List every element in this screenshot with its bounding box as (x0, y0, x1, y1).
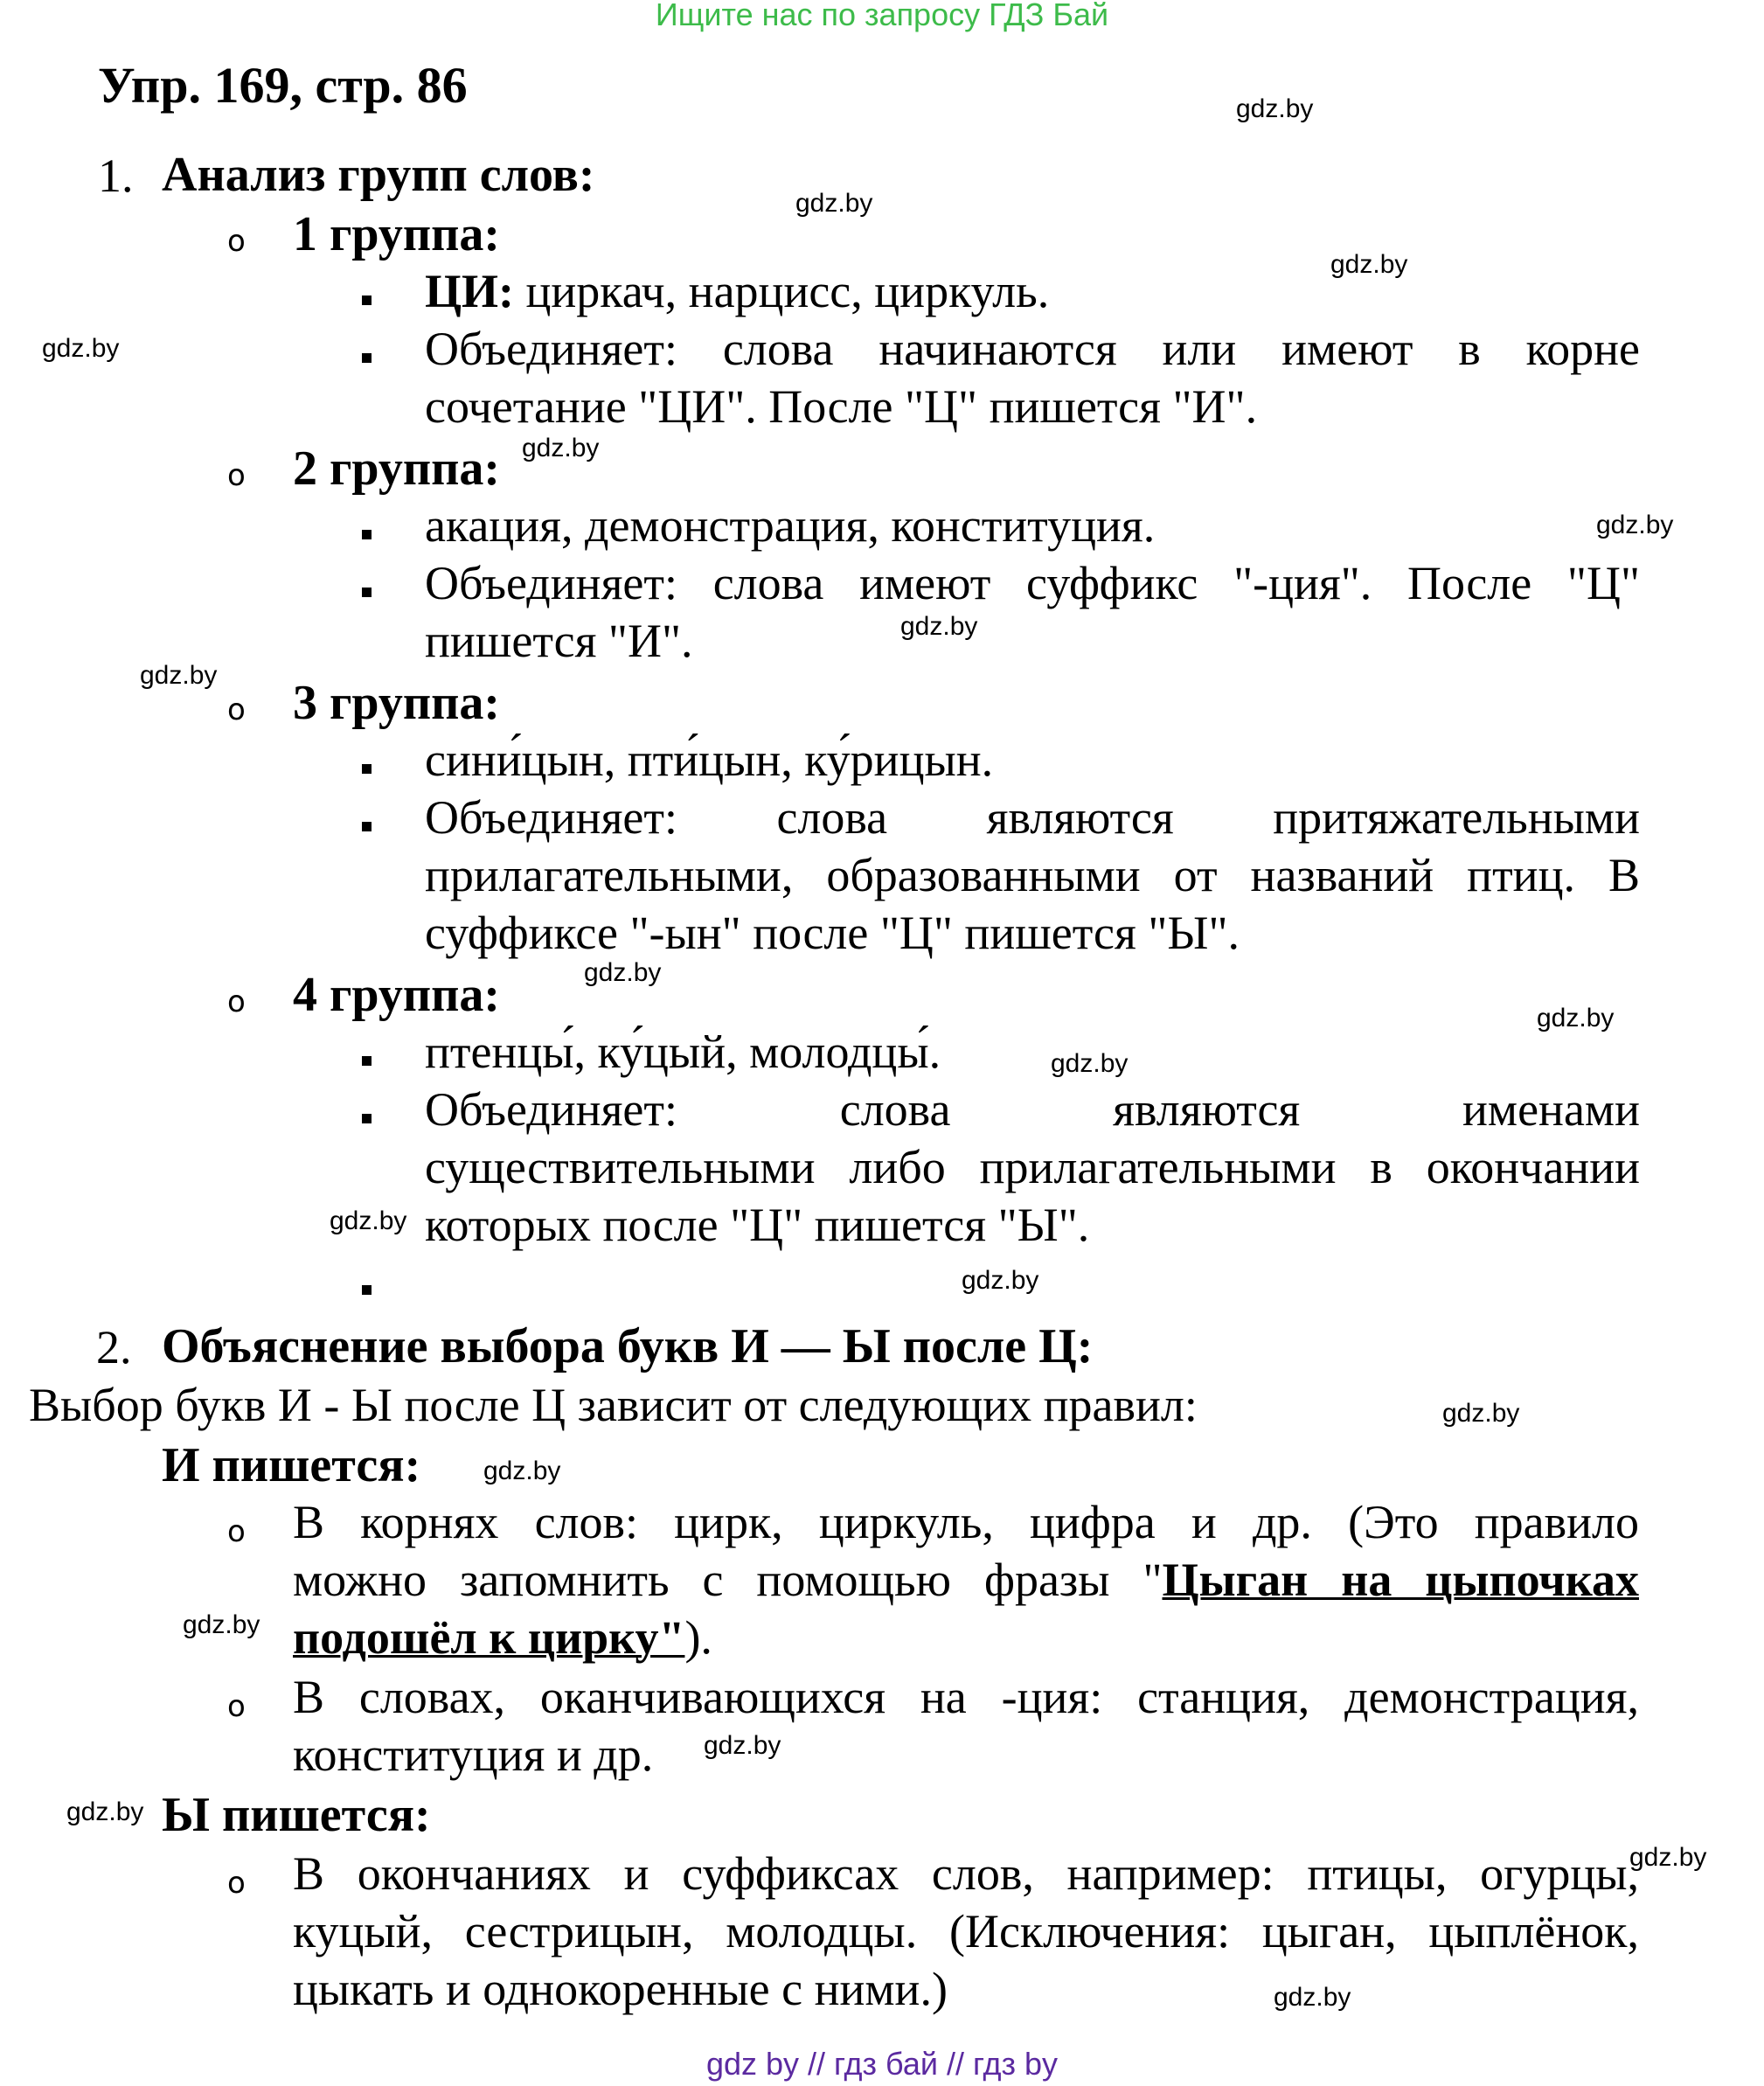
group-1-words (425, 264, 1049, 318)
section-2-number: 2. (96, 1321, 132, 1373)
watermark: gdz.by (704, 1731, 781, 1760)
watermark: gdz.by (962, 1266, 1039, 1295)
watermark: gdz.by (42, 334, 120, 363)
bullet-square (362, 822, 372, 831)
group-3-words: сини́цын, пти́цын, ку́рицын. (425, 734, 994, 786)
group-3-label: 3 группа: (293, 676, 501, 730)
y-rule-1-line-2: куцый, сестрицын, молодцы. (Исключения: цыган, цыплёнок, (293, 1905, 1639, 1957)
bullet-circle: o (227, 224, 246, 259)
group-1-words-prefix: ЦИ: (425, 265, 514, 317)
i-rule-1-line-2-text: можно запомнить с помощью фразы " (293, 1554, 1163, 1606)
watermark: gdz.by (522, 434, 600, 462)
watermark: gdz.by (1051, 1049, 1129, 1078)
group-2-note-line-1: Объединяет: слова имеют суффикс "-ция". После "Ц" (425, 557, 1640, 609)
watermark: gdz.by (483, 1457, 561, 1485)
watermark: gdz.by (1537, 1004, 1615, 1033)
bullet-square (362, 764, 372, 774)
group-2-label: 2 группа: (293, 442, 501, 496)
bullet-square (362, 353, 372, 363)
watermark: gdz.by (584, 958, 662, 987)
bullet-circle: o (227, 1689, 246, 1724)
group-4-note-line-3: которых после "Ц" пишется "Ы". (425, 1199, 1090, 1251)
y-rule-1-line-1: В окончаниях и суффиксах слов, например: птицы, огурцы, (293, 1847, 1639, 1900)
y-rule-1-line-3: цыкать и однокоренные с ними.) (293, 1963, 948, 2015)
bullet-circle: o (227, 458, 246, 493)
group-3-note-line-3: суффиксе "-ын" после "Ц" пишется "Ы". (425, 907, 1240, 959)
watermark: gdz.by (900, 612, 978, 641)
i-rule-1-line-3 (293, 1610, 712, 1665)
footer-watermark: gdz by // гдз бай // гдз by (705, 2046, 1059, 2082)
bullet-circle: o (227, 1514, 246, 1549)
top-banner: Ищите нас по запросу ГДЗ Бай (655, 0, 1109, 32)
i-heading: И пишется: (162, 1438, 421, 1492)
bullet-circle: o (227, 1866, 246, 1901)
watermark: gdz.by (183, 1610, 260, 1639)
watermark: gdz.by (330, 1206, 407, 1235)
watermark: gdz.by (795, 189, 873, 218)
watermark: gdz.by (1442, 1399, 1520, 1428)
group-1-words-list: циркач, нарцисс, циркуль. (514, 265, 1050, 317)
group-2-note-line-2: пишется "И". (425, 615, 693, 667)
bullet-square (362, 588, 372, 597)
bullet-square (362, 296, 372, 305)
watermark: gdz.by (66, 1797, 144, 1826)
group-4-note-line-2: существительными либо прилагательными в окончании (425, 1141, 1640, 1193)
bullet-square (362, 1285, 372, 1295)
section-1-heading: Анализ групп слов: (162, 148, 595, 202)
watermark: gdz.by (1629, 1843, 1707, 1872)
i-rule-1-line-2 (293, 1553, 1639, 1607)
i-rule-1-line-1: В корнях слов: цирк, циркуль, цифра и др. (Это правило (293, 1496, 1639, 1548)
i-rule-1-phrase-a: Цыган на цыпочках (1162, 1554, 1640, 1606)
y-heading: Ы пишется: (162, 1788, 431, 1842)
i-rule-1-line-3-end: ). (684, 1611, 712, 1664)
group-4-label: 4 группа: (293, 968, 501, 1022)
group-3-note-line-2: прилагательными, образованными от названий птиц. В (425, 849, 1640, 901)
group-1-note-line-1: Объединяет: слова начинаются или имеют в корне (425, 323, 1640, 375)
i-rule-2-line-2: конституция и др. (293, 1728, 654, 1781)
bullet-square (362, 1114, 372, 1123)
watermark: gdz.by (1274, 1983, 1351, 2012)
section-2-intro: Выбор букв И - Ы после Ц зависит от следующих правил: (29, 1379, 1198, 1431)
group-2-words: акация, демонстрация, конституция. (425, 499, 1156, 552)
bullet-circle: o (227, 692, 246, 727)
group-4-words: птенцы́, ку́цый, молодцы́. (425, 1026, 941, 1078)
group-4-note-line-1: Объединяет: слова являются именами (425, 1083, 1640, 1136)
bullet-square (362, 1056, 372, 1066)
i-rule-1-phrase-b: подошёл к цирку" (293, 1611, 685, 1664)
bullet-circle: o (227, 984, 246, 1019)
section-2-heading: Объяснение выбора букв И — Ы после Ц: (162, 1319, 1094, 1373)
group-1-note-line-2: сочетание "ЦИ". После "Ц" пишется "И". (425, 380, 1258, 433)
page-title: Упр. 169, стр. 86 (98, 57, 468, 114)
section-1-number: 1. (98, 149, 134, 202)
group-3-note-line-1: Объединяет: слова являются притяжательными (425, 791, 1640, 844)
i-rule-2-line-1: В словах, оканчивающихся на -ция: станция, демонстрация, (293, 1671, 1639, 1723)
watermark: gdz.by (1330, 250, 1408, 279)
watermark: gdz.by (1596, 511, 1674, 539)
watermark: gdz.by (140, 661, 218, 690)
bullet-square (362, 530, 372, 539)
group-1-label: 1 группа: (293, 207, 501, 261)
watermark: gdz.by (1236, 94, 1314, 123)
